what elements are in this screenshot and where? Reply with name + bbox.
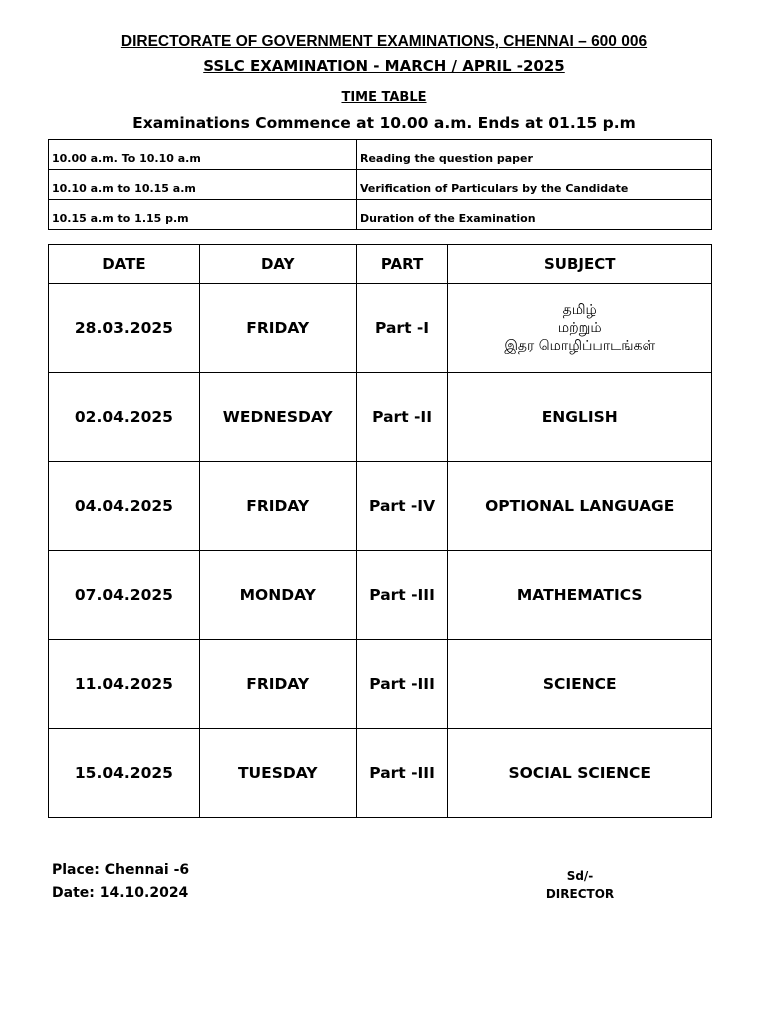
cell-day: WEDNESDAY bbox=[199, 373, 356, 462]
signature-mark: Sd/- bbox=[566, 869, 594, 883]
timetable-header-row bbox=[49, 245, 712, 284]
schedule-time: 10.00 a.m. To 10.10 a.m bbox=[49, 140, 357, 170]
subject-line: மற்றும் bbox=[557, 320, 602, 336]
table-row bbox=[49, 462, 712, 551]
cell-date: 11.04.2025 bbox=[49, 640, 200, 729]
cell-subject: ENGLISH bbox=[448, 373, 712, 462]
cell-part: Part -II bbox=[356, 373, 448, 462]
cell-day: MONDAY bbox=[199, 551, 356, 640]
exam-title: SSLC EXAMINATION - MARCH / APRIL -2025 bbox=[203, 57, 565, 75]
cell-day: FRIDAY bbox=[199, 640, 356, 729]
cell-subject bbox=[448, 284, 712, 373]
table-row bbox=[49, 373, 712, 462]
header-part: PART bbox=[356, 245, 448, 284]
cell-subject: MATHEMATICS bbox=[448, 551, 712, 640]
cell-part: Part -III bbox=[356, 640, 448, 729]
subject-line: இதர மொழிப்பாடங்கள் bbox=[504, 338, 656, 354]
table-row bbox=[49, 551, 712, 640]
schedule-row bbox=[49, 170, 712, 200]
cell-part: Part -III bbox=[356, 729, 448, 818]
schedule-time: 10.10 a.m to 10.15 a.m bbox=[49, 170, 357, 200]
table-row bbox=[49, 640, 712, 729]
schedule-table bbox=[48, 139, 712, 230]
timetable bbox=[48, 244, 712, 818]
cell-day: FRIDAY bbox=[199, 462, 356, 551]
table-row bbox=[49, 284, 712, 373]
subject-line: தமிழ் bbox=[562, 302, 597, 318]
cell-date: 28.03.2025 bbox=[49, 284, 200, 373]
cell-date: 07.04.2025 bbox=[49, 551, 200, 640]
cell-part: Part -III bbox=[356, 551, 448, 640]
cell-subject: OPTIONAL LANGUAGE bbox=[448, 462, 712, 551]
schedule-activity: Duration of the Examination bbox=[357, 200, 712, 230]
schedule-row bbox=[49, 140, 712, 170]
cell-subject: SOCIAL SCIENCE bbox=[448, 729, 712, 818]
cell-part: Part -I bbox=[356, 284, 448, 373]
header-subject: SUBJECT bbox=[448, 245, 712, 284]
header-date: DATE bbox=[49, 245, 200, 284]
date-label: Date: 14.10.2024 bbox=[52, 885, 189, 901]
cell-day: FRIDAY bbox=[199, 284, 356, 373]
cell-date: 15.04.2025 bbox=[49, 729, 200, 818]
cell-date: 02.04.2025 bbox=[49, 373, 200, 462]
commence-note: Examinations Commence at 10.00 a.m. Ends at 01.15 p.m bbox=[132, 114, 636, 132]
cell-day: TUESDAY bbox=[199, 729, 356, 818]
schedule-row bbox=[49, 200, 712, 230]
cell-subject: SCIENCE bbox=[448, 640, 712, 729]
schedule-time: 10.15 a.m to 1.15 p.m bbox=[49, 200, 357, 230]
table-row bbox=[49, 729, 712, 818]
header-day: DAY bbox=[199, 245, 356, 284]
designation-label: DIRECTOR bbox=[545, 887, 615, 901]
schedule-activity: Reading the question paper bbox=[357, 140, 712, 170]
org-heading: DIRECTORATE OF GOVERNMENT EXAMINATIONS, CHENNAI – 600 006 bbox=[120, 33, 648, 50]
place-label: Place: Chennai -6 bbox=[52, 862, 190, 878]
cell-date: 04.04.2025 bbox=[49, 462, 200, 551]
schedule-activity: Verification of Particulars by the Candidate bbox=[357, 170, 712, 200]
doc-title: TIME TABLE bbox=[341, 90, 427, 105]
cell-part: Part -IV bbox=[356, 462, 448, 551]
